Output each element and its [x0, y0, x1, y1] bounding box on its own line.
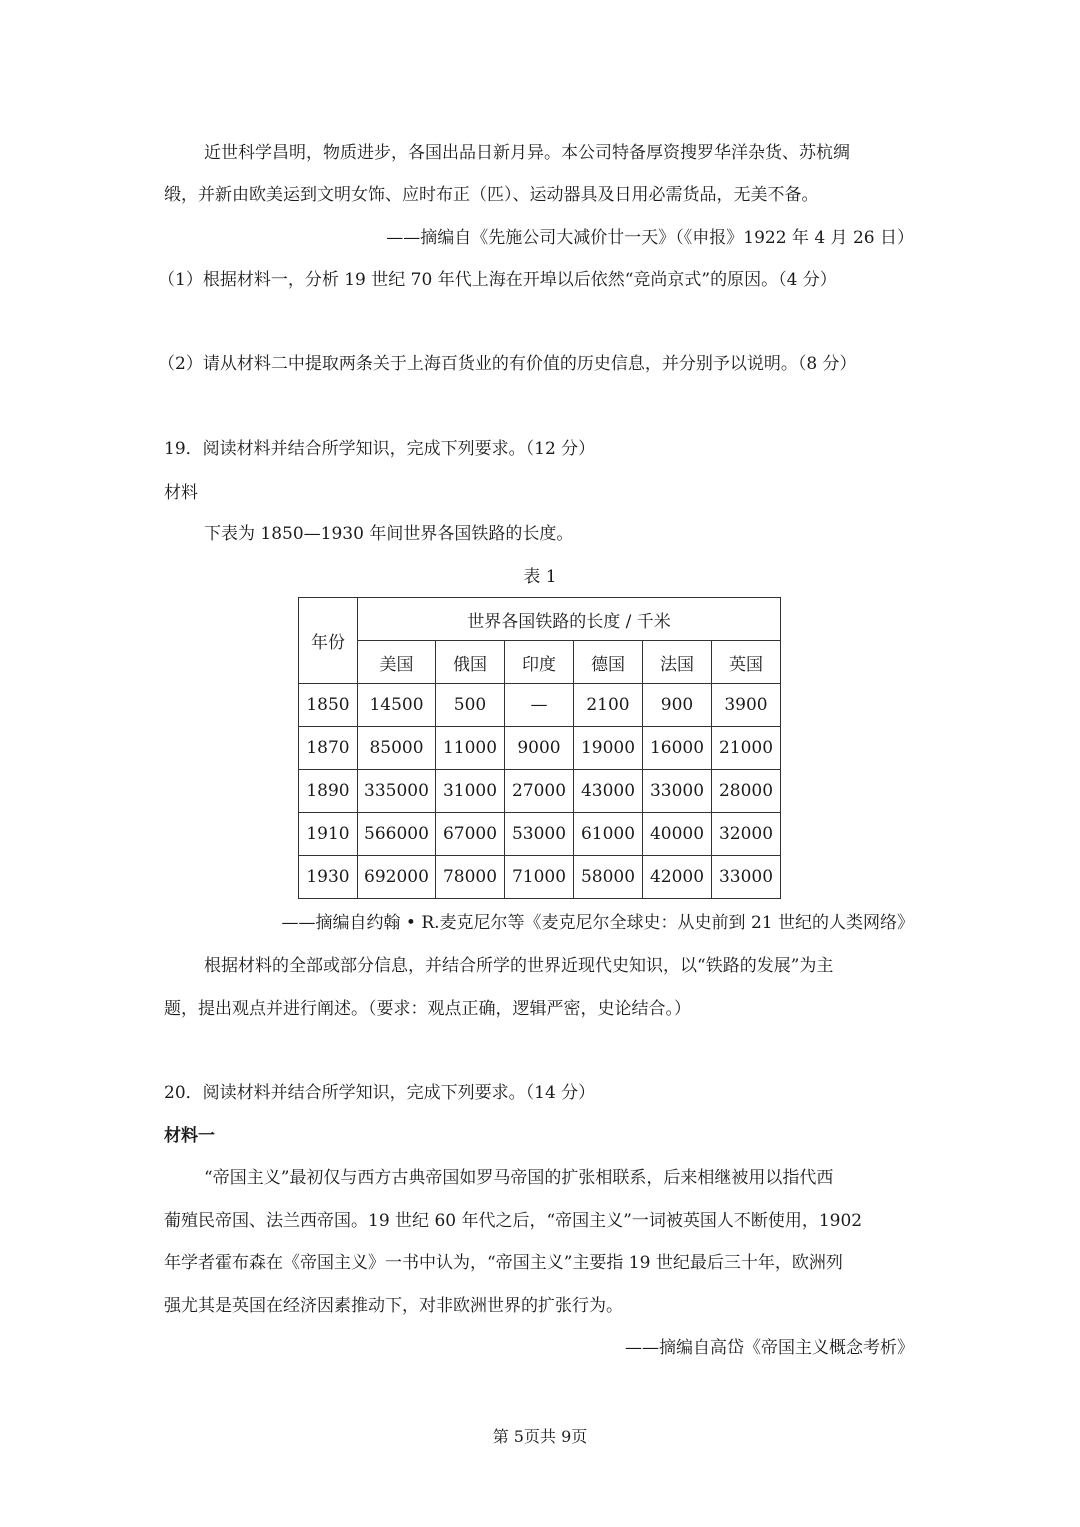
value-cell: 3900 [712, 684, 781, 727]
value-cell: 21000 [712, 727, 781, 770]
table-row [299, 727, 781, 770]
question-18-2: （2）请从材料二中提取两条关于上海百货业的有价值的历史信息，并分别予以说明。（8 分） [158, 354, 857, 374]
year-cell: 1870 [299, 727, 358, 770]
value-cell: 9000 [505, 727, 574, 770]
material-paragraph-line: 葡殖民帝国、法兰西帝国。19 世纪 60 年代之后，“帝国主义”一词被英国人不断使用，1902 [164, 1211, 863, 1231]
value-cell: — [505, 684, 574, 727]
material-source: ——摘编自高岱《帝国主义概念考析》 [625, 1338, 914, 1358]
country-header: 英国 [712, 641, 781, 684]
value-cell: 900 [643, 684, 712, 727]
country-header: 美国 [358, 641, 436, 684]
value-cell: 43000 [574, 770, 643, 813]
value-cell: 27000 [505, 770, 574, 813]
value-cell: 335000 [358, 770, 436, 813]
railway-length-table [298, 597, 781, 899]
material-label: 材料一 [164, 1126, 215, 1146]
value-cell: 2100 [574, 684, 643, 727]
table-row [299, 813, 781, 856]
question-18-1: （1）根据材料一，分析 19 世纪 70 年代上海在开埠以后依然“竞尚京式”的原因。（4 分） [158, 270, 837, 290]
value-cell: 53000 [505, 813, 574, 856]
value-cell: 692000 [358, 856, 436, 899]
value-cell: 33000 [712, 856, 781, 899]
value-cell: 19000 [574, 727, 643, 770]
task-line: 根据材料的全部或部分信息，并结合所学的世界近现代史知识，以“铁路的发展”为主 [204, 956, 834, 976]
value-cell: 71000 [505, 856, 574, 899]
group-header: 世界各国铁路的长度 / 千米 [358, 598, 781, 641]
page-footer: 第 5页共 9页 [492, 1427, 588, 1446]
value-cell: 42000 [643, 856, 712, 899]
value-cell: 28000 [712, 770, 781, 813]
material-label: 材料 [164, 483, 198, 503]
year-cell: 1850 [299, 684, 358, 727]
table-caption: 表 1 [523, 567, 557, 587]
material-paragraph-line: 近世科学昌明，物质进步，各国出品日新月异。本公司特备厚资搜罗华洋杂货、苏杭绸 [204, 143, 850, 163]
country-header: 俄国 [436, 641, 505, 684]
material-paragraph-line: 缎，并新由欧美运到文明女饰、应时布正（匹）、运动器具及日用必需货品，无美不备。 [164, 185, 819, 205]
value-cell: 40000 [643, 813, 712, 856]
value-cell: 16000 [643, 727, 712, 770]
country-header: 德国 [574, 641, 643, 684]
year-cell: 1890 [299, 770, 358, 813]
question-19-title: 19．阅读材料并结合所学知识，完成下列要求。（12 分） [164, 439, 596, 459]
value-cell: 61000 [574, 813, 643, 856]
value-cell: 566000 [358, 813, 436, 856]
value-cell: 67000 [436, 813, 505, 856]
question-20-title: 20．阅读材料并结合所学知识，完成下列要求。（14 分） [164, 1083, 596, 1103]
value-cell: 78000 [436, 856, 505, 899]
value-cell: 14500 [358, 684, 436, 727]
country-header: 印度 [505, 641, 574, 684]
value-cell: 31000 [436, 770, 505, 813]
material-paragraph-line: 强尤其是英国在经济因素推动下，对非欧洲世界的扩张行为。 [164, 1296, 623, 1316]
value-cell: 33000 [643, 770, 712, 813]
value-cell: 500 [436, 684, 505, 727]
value-cell: 58000 [574, 856, 643, 899]
material-paragraph-line: “帝国主义”最初仅与西方古典帝国如罗马帝国的扩张相联系，后来相继被用以指代西 [204, 1168, 834, 1188]
country-header: 法国 [643, 641, 712, 684]
value-cell: 85000 [358, 727, 436, 770]
material-paragraph-line: 年学者霍布森在《帝国主义》一书中认为，“帝国主义”主要指 19 世纪最后三十年，欧洲列 [164, 1253, 843, 1273]
table-source: ——摘编自约翰 • R.麦克尼尔等《麦克尼尔全球史：从史前到 21 世纪的人类网络》 [281, 913, 914, 933]
year-cell: 1930 [299, 856, 358, 899]
table-intro: 下表为 1850—1930 年间世界各国铁路的长度。 [204, 524, 574, 544]
table-row [299, 856, 781, 899]
table-row [299, 770, 781, 813]
value-cell: 32000 [712, 813, 781, 856]
task-line: 题，提出观点并进行阐述。（要求：观点正确，逻辑严密，史论结合。） [164, 999, 691, 1019]
year-header: 年份 [299, 598, 358, 684]
material-source: ——摘编自《先施公司大减价廿一天》（《申报》1922 年 4 月 26 日） [386, 228, 914, 248]
year-cell: 1910 [299, 813, 358, 856]
value-cell: 11000 [436, 727, 505, 770]
table-row [299, 684, 781, 727]
